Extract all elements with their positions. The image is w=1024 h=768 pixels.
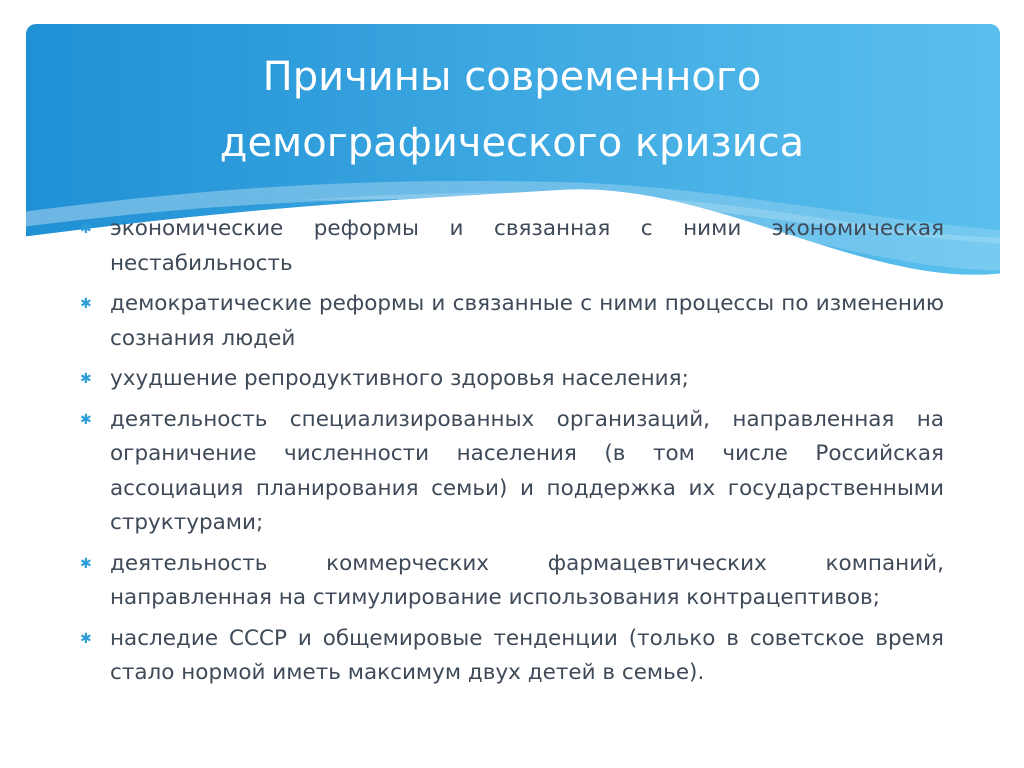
list-item bbox=[80, 622, 944, 691]
asterisk-bullet-icon: ✱ bbox=[80, 371, 92, 387]
list-item bbox=[80, 403, 944, 541]
list-item-text: экономические реформы и связанная с ними экономическая нестабильность bbox=[110, 216, 944, 276]
list-item-text: демократические реформы и связанные с ними процессы по изменению сознания людей bbox=[110, 291, 944, 351]
list-item-text: наследие СССР и общемировые тенденции (только в советское время стало нормой иметь максимум двух детей в семье). bbox=[110, 625, 944, 685]
asterisk-bullet-icon: ✱ bbox=[80, 630, 92, 647]
slide-title-line-1: Причины современного bbox=[262, 54, 762, 100]
asterisk-bullet-icon: ✱ bbox=[80, 296, 92, 312]
list-item bbox=[80, 362, 944, 397]
asterisk-bullet-icon: ✱ bbox=[80, 221, 92, 237]
slide-title bbox=[60, 44, 964, 176]
asterisk-bullet-icon: ✱ bbox=[80, 555, 92, 572]
list-item bbox=[80, 547, 944, 616]
asterisk-bullet-icon: ✱ bbox=[80, 411, 92, 428]
bullet-list bbox=[80, 212, 944, 697]
list-item-text: деятельность коммерческих фармацевтических компаний, направленная на стимулирование использования контрацептивов; bbox=[110, 550, 944, 610]
list-item-text: ухудшение репродуктивного здоровья населения; bbox=[110, 366, 689, 391]
list-item bbox=[80, 287, 944, 356]
slide-title-line-2: демографического кризиса bbox=[219, 120, 805, 166]
list-item-text: деятельность специализированных организаций, направленная на ограничение численности населения (в том числе Российская ассоциация планирования семьи) и поддержка их государственными структурами; bbox=[110, 406, 944, 535]
list-item bbox=[80, 212, 944, 281]
